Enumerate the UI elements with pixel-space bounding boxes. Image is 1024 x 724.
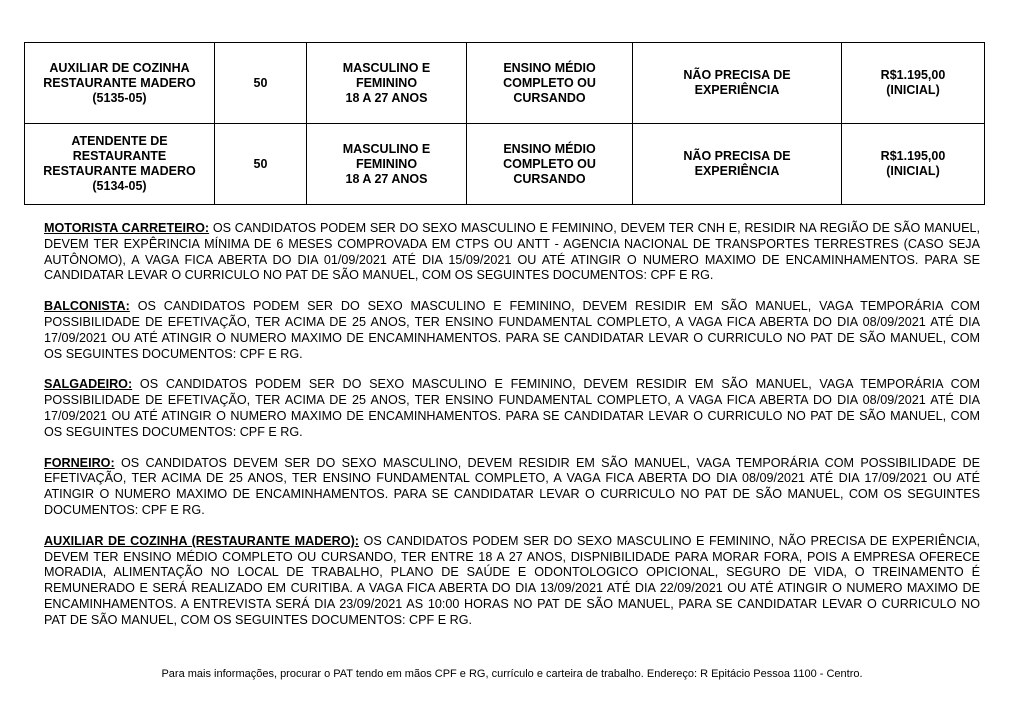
sex-age-line: MASCULINO E [342, 141, 431, 156]
job-title-cell [25, 43, 215, 124]
job-title-line: (5134-05) [92, 179, 147, 193]
sex-age-line: FEMININO [355, 75, 418, 90]
experience-line: EXPERIÊNCIA [694, 164, 780, 178]
table-row [25, 43, 985, 124]
education-cell [467, 43, 633, 124]
job-title-line: (5135-05) [92, 90, 147, 105]
education-line: ENSINO MÉDIO [503, 60, 596, 75]
salary-line: (INICIAL) [886, 164, 940, 178]
experience-line: NÃO PRECISA DE [683, 68, 791, 82]
education-line: COMPLETO OU [503, 156, 596, 171]
salary-line: R$1.195,00 [880, 149, 946, 163]
job-description-label: BALCONISTA: [44, 299, 130, 314]
sex-age-cell [307, 43, 467, 124]
education-line: ENSINO MÉDIO [503, 141, 596, 156]
experience-line: EXPERIÊNCIA [694, 83, 780, 97]
job-description-label: MOTORISTA CARRETEIRO: [44, 221, 210, 235]
salary-line: R$1.195,00 [880, 68, 946, 82]
job-descriptions [44, 221, 980, 644]
education-line: COMPLETO OU [503, 75, 596, 90]
job-description-label: AUXILIAR DE COZINHA (RESTAURANTE MADERO): [44, 533, 359, 548]
vacancies-count: 50 [253, 75, 268, 90]
job-title-line: RESTAURANTE MADERO [43, 75, 196, 90]
job-description-text: OS CANDIDATOS PODEM SER DO SEXO MASCULINO E FEMININO, DEVEM TER CNH E, RESIDIR NA REGIÃO DE SÃO MANUEL, DEVEM TER EXPÊRINCIA MÍNIMA DE 6 MESES COMPROVADA EM CTPS OU ANTT - AGENCIA NACIONAL DE TRANSPORTES TERRESTRES (CASO SEJA AUTÔNOMO), A VAGA FICA ABERTA DO DIA 01/09/2021 ATÉ DIA 15/09/2021 OU ATÉ ATINGIR O NUMERO MAXIMO DE ENCAMINHAMENTOS. PARA SE CANDIDATAR LEVAR O CURRICULO NO PAT DE SÃO MANUEL, COM OS SEGUINTES DOCUMENTOS: CPF E RG. [44, 221, 980, 283]
vacancies-cell [215, 124, 307, 205]
job-description-text: OS CANDIDATOS PODEM SER DO SEXO MASCULINO E FEMININO, DEVEM RESIDIR EM SÃO MANUEL, VAGA TEMPORÁRIA COM POSSIBILIDADE DE EFETIVAÇÃO, TER ACIMA DE 25 ANOS, TER ENSINO FUNDAMENTAL COMPLETO, A VAGA FICA ABERTA DO DIA 08/09/2021 ATÉ DIA 17/09/2021 OU ATÉ ATINGIR O NUMERO MAXIMO DE ENCAMINHAMENTOS. PARA SE CANDIDATAR LEVAR O CURRICULO NO PAT DE SÃO MANUEL, COM OS SEGUINTES DOCUMENTOS: CPF E RG. [44, 299, 980, 361]
job-description-paragraph [44, 221, 980, 284]
salary-line: (INICIAL) [886, 83, 940, 97]
job-description-text: OS CANDIDATOS PODEM SER DO SEXO MASCULINO E FEMININO, DEVEM RESIDIR EM SÃO MANUEL, VAGA TEMPORÁRIA COM POSSIBILIDADE DE EFETIVAÇÃO, TER ACIMA DE 25 ANOS, TER ENSINO FUNDAMENTAL COMPLETO, A VAGA FICA ABERTA DO DIA 08/09/2021 ATÉ DIA 17/09/2021 OU ATÉ ATINGIR O NUMERO MAXIMO DE ENCAMINHAMENTOS. PARA SE CANDIDATAR LEVAR O CURRICULO NO PAT DE SÃO MANUEL, COM OS SEGUINTES DOCUMENTOS: CPF E RG. [44, 377, 980, 439]
job-title-line: AUXILIAR DE COZINHA [49, 60, 190, 75]
salary-cell [842, 124, 985, 205]
job-description-paragraph [44, 456, 980, 519]
sex-age-line: MASCULINO E [342, 60, 431, 75]
jobs-table [24, 42, 985, 205]
salary-cell [842, 43, 985, 124]
education-line: CURSANDO [513, 90, 586, 105]
education-line: CURSANDO [513, 171, 586, 186]
experience-line: NÃO PRECISA DE [683, 149, 791, 163]
job-description-paragraph [44, 299, 980, 362]
sex-age-cell [307, 124, 467, 205]
table-row [25, 124, 985, 205]
footer-note: Para mais informações, procurar o PAT tendo em mãos CPF e RG, currículo e carteira de trabalho. Endereço: R Epitácio Pessoa 1100 - Centro. [161, 668, 863, 680]
job-title-line: RESTAURANTE [72, 149, 167, 163]
vacancies-count: 50 [253, 156, 268, 171]
experience-cell [633, 124, 842, 205]
experience-cell [633, 43, 842, 124]
job-description-label: FORNEIRO: [44, 455, 115, 470]
education-cell [467, 124, 633, 205]
job-title-cell [25, 124, 215, 205]
sex-age-line: FEMININO [355, 156, 418, 171]
job-description-paragraph [44, 534, 980, 629]
job-description-paragraph [44, 377, 980, 440]
job-description-text: OS CANDIDATOS DEVEM SER DO SEXO MASCULINO, DEVEM RESIDIR EM SÃO MANUEL, VAGA TEMPORÁRIA COM POSSIBILIDADE DE EFETIVAÇÃO, TER ACIMA DE 25 ANOS, TER ENSINO FUNDAMENTAL COMPLETO, A VAGA FICA ABERTA DO DIA 08/09/2021 ATÉ DIA 17/09/2021 OU ATÉ ATINGIR O NUMERO MAXIMO DE ENCAMINHAMENTOS. PARA SE CANDIDATAR LEVAR O CURRICULO NO PAT DE SÃO MANUEL, COM OS SEGUINTES DOCUMENTOS: CPF E RG. [44, 455, 980, 517]
job-description-label: SALGADEIRO: [44, 377, 133, 392]
sex-age-line: 18 A 27 ANOS [345, 90, 428, 105]
vacancies-cell [215, 43, 307, 124]
job-description-text: OS CANDIDATOS PODEM SER DO SEXO MASCULINO E FEMININO, NÃO PRECISA DE EXPERIÊNCIA, DEVEM TER ENSINO MÉDIO COMPLETO OU CURSANDO, TER ENTRE 18 A 27 ANOS, DISPNIBILIDADE PARA MORAR FORA, POIS A EMPRESA OFERECE MORADIA, ALIMENTAÇÃO NO LOCAL DE TRABALHO, PLANO DE SAÚDE E ODONTOLOGICO OPICIONAL, SEGURO DE VIDA, O TREINAMENTO É REMUNERADO E SERÁ REALIZADO EM CURITIBA. A VAGA FICA ABERTA DO DIA 13/09/2021 ATÉ DIA 22/09/2021 OU ATÉ ATINGIR O NUMERO MAXIMO DE ENCAMINHAMENTOS. A ENTREVISTA SERÁ DIA 23/09/2021 AS 10:00 HORAS NO PAT DE SÃO MANUEL, PARA SE CANDIDATAR LEVAR O CURRICULO NO PAT DE SÃO MANUEL, COM OS SEGUINTES DOCUMENTOS: CPF E RG. [44, 533, 980, 627]
sex-age-line: 18 A 27 ANOS [345, 171, 428, 186]
job-title-line: ATENDENTE DE [71, 134, 168, 148]
job-title-line: RESTAURANTE MADERO [43, 164, 196, 178]
